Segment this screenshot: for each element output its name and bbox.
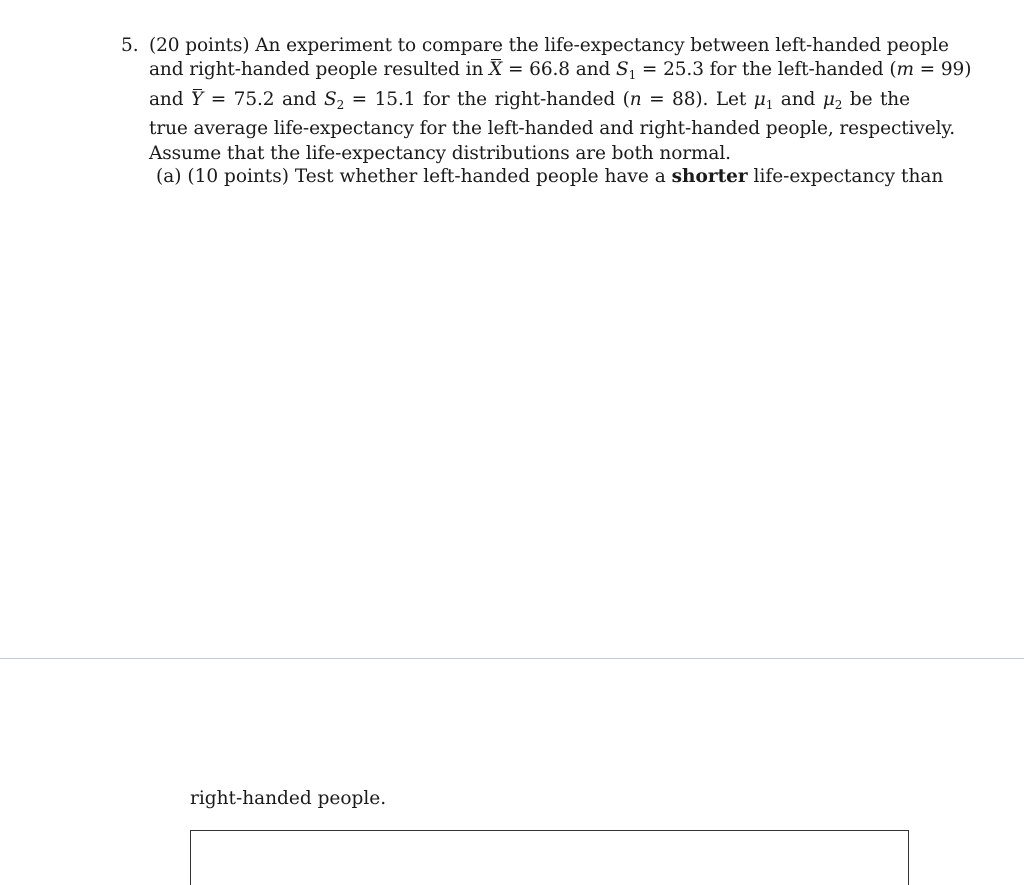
n-symbol: n	[629, 88, 642, 110]
mu1-symbol: $\mu_1$	[753, 88, 774, 112]
page-divider	[0, 658, 1024, 659]
s2-symbol: $S_2$	[324, 88, 345, 112]
part-a-continuation: right-handed people.	[190, 788, 387, 809]
y-bar-symbol: Y	[191, 88, 203, 112]
problem-line-4: true average life-expectancy for the left-handed and right-handed people, respectively.	[149, 118, 956, 140]
part-a-prompt: (a) (10 points) Test whether left-handed people have a shorter life-expectancy than	[156, 166, 944, 187]
problem-statement	[149, 34, 972, 166]
problem-line-2: and right-handed people resulted in X = 66.8 and $S_1 = 25.3$ for the left-handed (m = 99)	[149, 59, 972, 83]
m-symbol: m	[896, 59, 914, 81]
problem-line-3: and Y = 75.2 and $S_2 = 15.1$ for the right-handed (n = 88). Let $\mu_1$ and $\mu_2$ be the	[149, 88, 910, 112]
problem-line-5: Assume that the life-expectancy distributions are both normal.	[149, 142, 731, 164]
x-bar-symbol: X	[489, 58, 502, 82]
problem-line-1: (20 points) An experiment to compare the life-expectancy between left-handed people	[149, 35, 949, 56]
answer-box[interactable]	[190, 830, 909, 885]
mu2-symbol: $\mu_2$	[822, 88, 843, 112]
s1-symbol: $S_1$	[616, 59, 637, 83]
problem-number: 5.	[121, 35, 139, 56]
part-a-emphasis: shorter	[671, 166, 748, 187]
